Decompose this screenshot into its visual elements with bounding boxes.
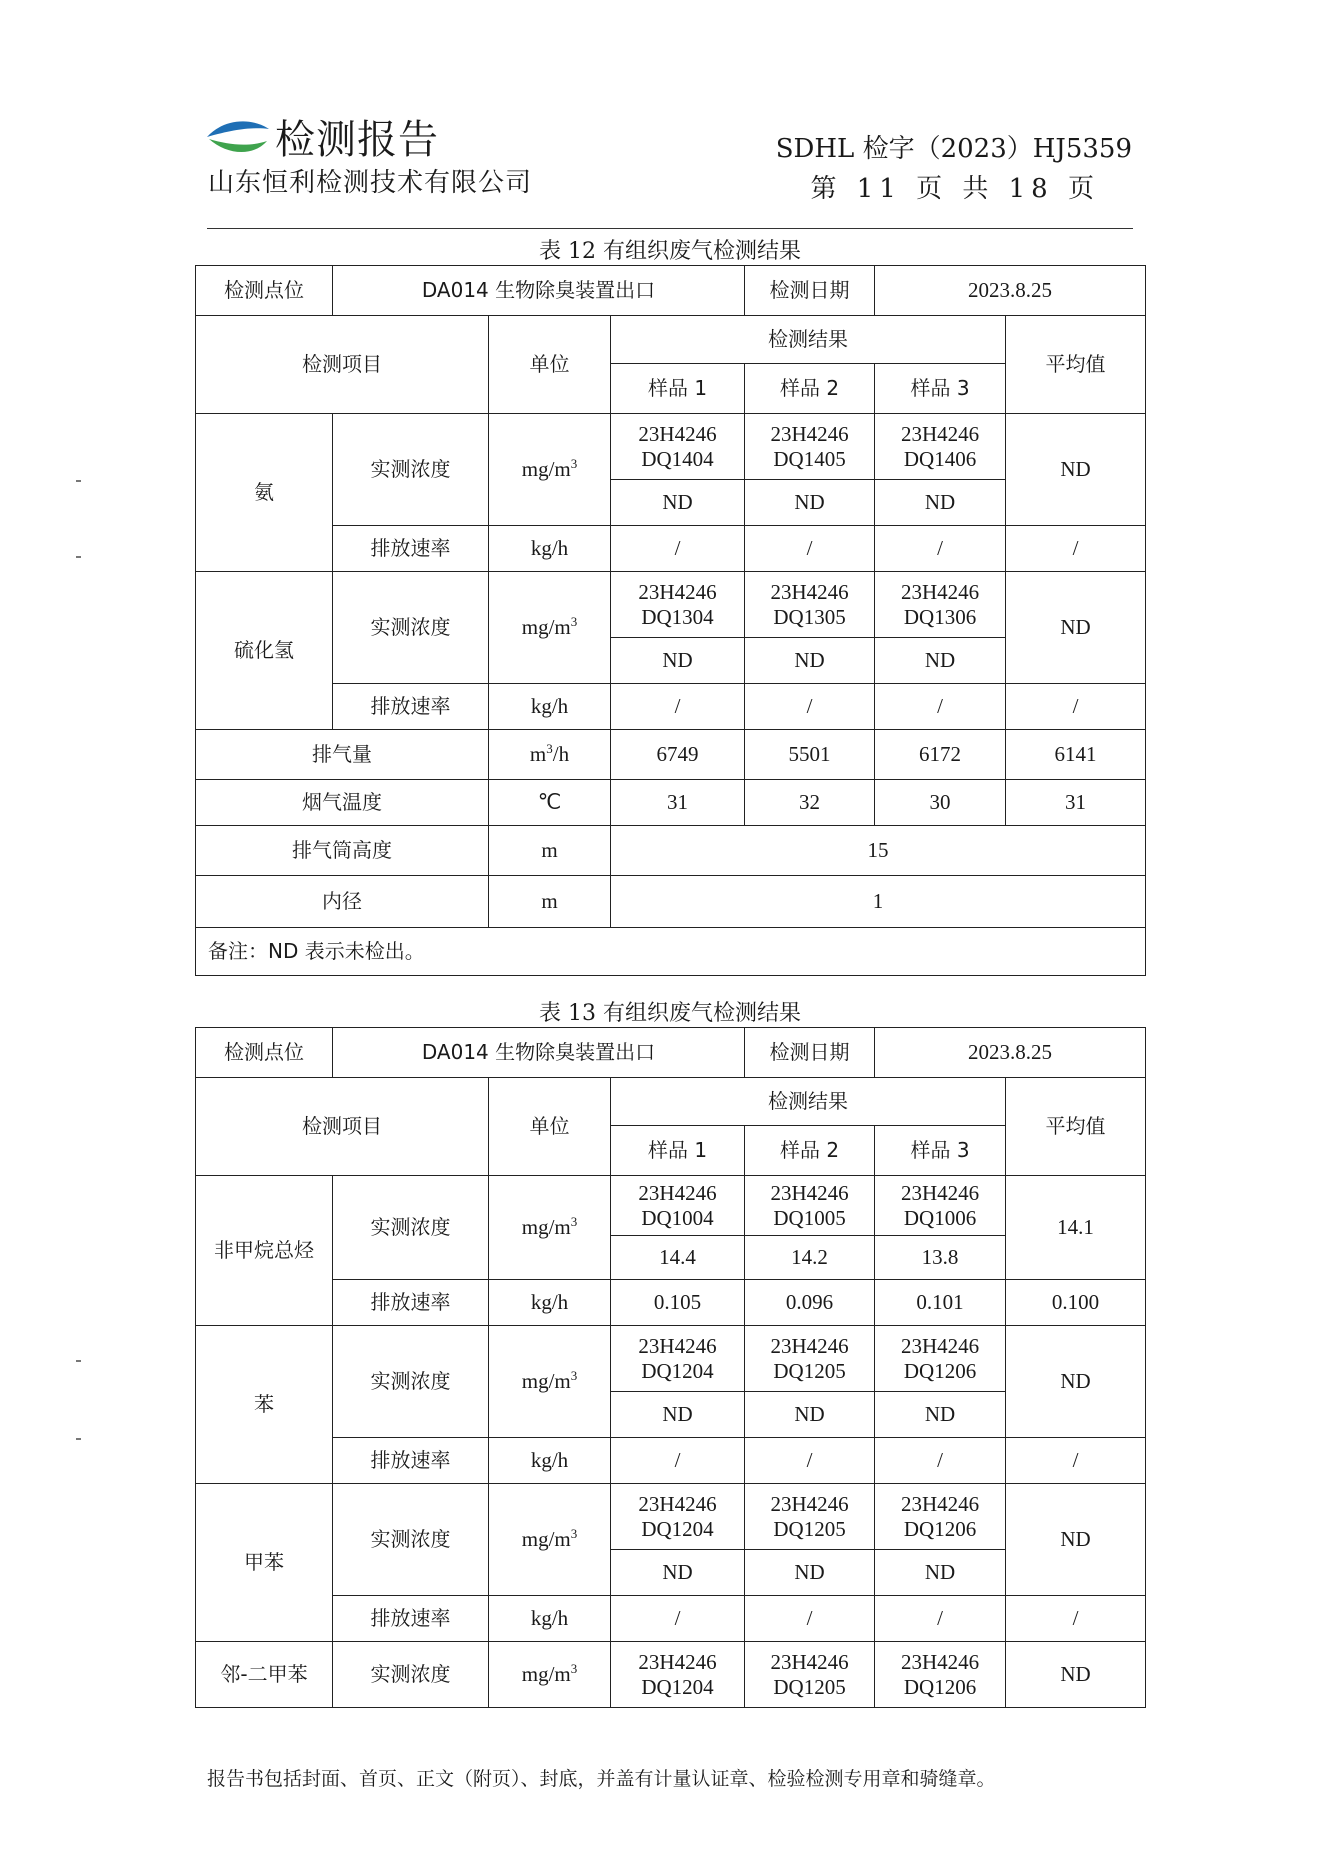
temp-row (196, 780, 1146, 826)
leaf-logo-icon (205, 115, 271, 159)
rate-value: / (745, 1596, 875, 1642)
pollutant-name: 苯 (196, 1326, 333, 1484)
stack-height-unit: m (489, 826, 611, 876)
emission-rate-label: 排放速率 (333, 526, 489, 572)
site-value: DA014 生物除臭装置出口 (333, 266, 745, 316)
pollutant-code-row (196, 1484, 1146, 1550)
conc-value: ND (875, 480, 1006, 526)
temp-value: 31 (611, 780, 745, 826)
inner-diameter-unit: m (489, 876, 611, 928)
conc-unit (489, 1326, 611, 1438)
table13-caption: 表 13 有组织废气检测结果 (539, 1001, 801, 1026)
inner-diameter-label: 内径 (196, 876, 489, 928)
rate-average: / (1006, 684, 1146, 730)
pollutant-code-row (196, 1176, 1146, 1236)
sample-code: 23H4246 DQ1006 (875, 1176, 1006, 1236)
table13-site-row (196, 1028, 1146, 1078)
temp-unit: ℃ (489, 780, 611, 826)
conc-average: ND (1006, 414, 1146, 526)
site-value: DA014 生物除臭装置出口 (333, 1028, 745, 1078)
unit-header: 单位 (489, 316, 611, 414)
remark-row (196, 928, 1146, 976)
conc-unit-text: mg/m (521, 1369, 571, 1394)
sample-code: 23H4246 DQ1306 (875, 572, 1006, 638)
pollutant-code-row (196, 572, 1146, 638)
item-header: 检测项目 (196, 1078, 489, 1176)
result-header: 检测结果 (611, 1078, 1006, 1126)
stack-height-label: 排气筒高度 (196, 826, 489, 876)
logo-title: 检测报告 (275, 117, 439, 163)
conc-value: 13.8 (875, 1236, 1006, 1280)
date-value: 2023.8.25 (875, 1028, 1146, 1078)
item-header: 检测项目 (196, 316, 489, 414)
stack-height-value: 15 (611, 826, 1146, 876)
rate-value: / (875, 1438, 1006, 1484)
conc-unit (489, 1484, 611, 1596)
scan-speck (76, 1438, 81, 1440)
footer-note: 报告书包括封面、首页、正文（附页）、封底，并盖有计量认证章、检验检测专用章和骑缝章。 (207, 1768, 996, 1790)
pollutant-name: 氨 (196, 414, 333, 572)
conc-unit (489, 1176, 611, 1280)
company-name: 山东恒利检测技术有限公司 (208, 168, 533, 198)
conc-average: ND (1006, 1484, 1146, 1596)
result-header: 检测结果 (611, 316, 1006, 364)
conc-average: ND (1006, 1642, 1146, 1708)
emission-rate-label: 排放速率 (333, 1438, 489, 1484)
rate-value: / (611, 1596, 745, 1642)
conc-unit-text: mg/m (521, 615, 571, 640)
conc-unit-exponent: 3 (570, 456, 578, 472)
scan-speck (76, 480, 81, 482)
conc-value: ND (745, 1392, 875, 1438)
flow-value: 5501 (745, 730, 875, 780)
rate-value: / (875, 1596, 1006, 1642)
sample-code: 23H4246 DQ1206 (875, 1642, 1006, 1708)
table12-site-row (196, 266, 1146, 316)
page-indicator: 第 11 页 共 18 页 (810, 174, 1100, 204)
rate-value: 0.096 (745, 1280, 875, 1326)
conc-value: 14.2 (745, 1236, 875, 1280)
rate-unit: kg/h (489, 684, 611, 730)
date-label: 检测日期 (745, 266, 875, 316)
measured-conc-label: 实测浓度 (333, 572, 489, 684)
pollutant-code-row (196, 414, 1146, 480)
sample-code: 23H4246 DQ1205 (745, 1326, 875, 1392)
conc-unit (489, 572, 611, 684)
pollutant-name: 硫化氢 (196, 572, 333, 730)
sample-code: 23H4246 DQ1206 (875, 1484, 1006, 1550)
conc-unit-text: mg/m (521, 1662, 571, 1687)
sample2-header: 样品 2 (745, 1126, 875, 1176)
sample1-header: 样品 1 (611, 364, 745, 414)
conc-average: ND (1006, 1326, 1146, 1438)
sample3-header: 样品 3 (875, 364, 1006, 414)
rate-unit: kg/h (489, 1596, 611, 1642)
average-header: 平均值 (1006, 1078, 1146, 1176)
table13 (195, 1027, 1146, 1708)
report-number: SDHL 检字（2023）HJ5359 (775, 134, 1132, 164)
conc-value: ND (611, 480, 745, 526)
header-divider (207, 228, 1133, 229)
pollutant-rate-row (196, 1280, 1146, 1326)
conc-value: ND (875, 1392, 1006, 1438)
temp-value: 32 (745, 780, 875, 826)
sample-code: 23H4246 DQ1204 (611, 1642, 745, 1708)
sample-code: 23H4246 DQ1405 (745, 414, 875, 480)
rate-value: / (745, 684, 875, 730)
table12-header-row (196, 316, 1146, 364)
rate-unit: kg/h (489, 1280, 611, 1326)
flow-average: 6141 (1006, 730, 1146, 780)
conc-unit-text: mg/m (521, 457, 571, 482)
rate-value: 0.105 (611, 1280, 745, 1326)
pollutant-code-row (196, 1642, 1146, 1708)
conc-value: ND (611, 638, 745, 684)
measured-conc-label: 实测浓度 (333, 414, 489, 526)
remark-text: 备注：ND 表示未检出。 (196, 928, 1146, 976)
conc-unit-exponent: 3 (570, 1526, 578, 1542)
scan-speck (76, 556, 81, 558)
temp-value: 30 (875, 780, 1006, 826)
sample-code: 23H4246 DQ1205 (745, 1642, 875, 1708)
flow-unit: $m^3/h$ (489, 730, 611, 780)
company-logo (205, 108, 439, 165)
site-label: 检测点位 (196, 1028, 333, 1078)
rate-value: / (745, 1438, 875, 1484)
conc-value: ND (611, 1550, 745, 1596)
conc-unit (489, 1642, 611, 1708)
rate-unit: kg/h (489, 1438, 611, 1484)
emission-rate-label: 排放速率 (333, 1596, 489, 1642)
sample-code: 23H4246 DQ1004 (611, 1176, 745, 1236)
pollutant-name: 邻-二甲苯 (196, 1642, 333, 1708)
conc-unit-exponent: 3 (570, 614, 578, 630)
date-value: 2023.8.25 (875, 266, 1146, 316)
unit-header: 单位 (489, 1078, 611, 1176)
report-header (0, 0, 1323, 240)
rate-average: 0.100 (1006, 1280, 1146, 1326)
table12-caption: 表 12 有组织废气检测结果 (539, 239, 801, 264)
sample-code: 23H4246 DQ1305 (745, 572, 875, 638)
conc-value: ND (611, 1392, 745, 1438)
flow-value: 6749 (611, 730, 745, 780)
sample-code: 23H4246 DQ1205 (745, 1484, 875, 1550)
rate-value: / (611, 526, 745, 572)
rate-unit: kg/h (489, 526, 611, 572)
measured-conc-label: 实测浓度 (333, 1176, 489, 1280)
sample-code: 23H4246 DQ1406 (875, 414, 1006, 480)
flow-row (196, 730, 1146, 780)
sample2-header: 样品 2 (745, 364, 875, 414)
measured-conc-label: 实测浓度 (333, 1642, 489, 1708)
rate-value: 0.101 (875, 1280, 1006, 1326)
conc-average: 14.1 (1006, 1176, 1146, 1280)
pollutant-rate-row (196, 684, 1146, 730)
conc-value: ND (745, 1550, 875, 1596)
rate-average: / (1006, 526, 1146, 572)
conc-value: ND (875, 638, 1006, 684)
average-header: 平均值 (1006, 316, 1146, 414)
pollutant-rate-row (196, 1596, 1146, 1642)
conc-value: ND (875, 1550, 1006, 1596)
rate-value: / (611, 684, 745, 730)
rate-value: / (611, 1438, 745, 1484)
conc-unit-text: mg/m (521, 1215, 571, 1240)
table13-header-row (196, 1078, 1146, 1126)
rate-average: / (1006, 1596, 1146, 1642)
emission-rate-label: 排放速率 (333, 1280, 489, 1326)
emission-rate-label: 排放速率 (333, 684, 489, 730)
sample-code: 23H4246 DQ1204 (611, 1484, 745, 1550)
conc-unit-exponent: 3 (570, 1214, 578, 1230)
inner-diameter-value: 1 (611, 876, 1146, 928)
table12 (195, 265, 1146, 976)
sample-code: 23H4246 DQ1304 (611, 572, 745, 638)
sample-code: 23H4246 DQ1005 (745, 1176, 875, 1236)
rate-value: / (875, 684, 1006, 730)
rate-average: / (1006, 1438, 1146, 1484)
pollutant-code-row (196, 1326, 1146, 1392)
conc-unit (489, 414, 611, 526)
site-label: 检测点位 (196, 266, 333, 316)
conc-unit-text: mg/m (521, 1527, 571, 1552)
conc-value: ND (745, 480, 875, 526)
sample1-header: 样品 1 (611, 1126, 745, 1176)
scan-speck (76, 1360, 81, 1362)
measured-conc-label: 实测浓度 (333, 1326, 489, 1438)
pollutant-rate-row (196, 1438, 1146, 1484)
sample3-header: 样品 3 (875, 1126, 1006, 1176)
flow-label: 排气量 (196, 730, 489, 780)
sample-code: 23H4246 DQ1206 (875, 1326, 1006, 1392)
inner-diameter-row (196, 876, 1146, 928)
conc-value: ND (745, 638, 875, 684)
conc-value: 14.4 (611, 1236, 745, 1280)
conc-unit-exponent: 3 (570, 1368, 578, 1384)
pollutant-name: 甲苯 (196, 1484, 333, 1642)
sample-code: 23H4246 DQ1204 (611, 1326, 745, 1392)
pollutant-name: 非甲烷总烃 (196, 1176, 333, 1326)
sample-code: 23H4246 DQ1404 (611, 414, 745, 480)
date-label: 检测日期 (745, 1028, 875, 1078)
rate-value: / (875, 526, 1006, 572)
temp-average: 31 (1006, 780, 1146, 826)
flow-value: 6172 (875, 730, 1006, 780)
measured-conc-label: 实测浓度 (333, 1484, 489, 1596)
pollutant-rate-row (196, 526, 1146, 572)
rate-value: / (745, 526, 875, 572)
conc-unit-exponent: 3 (570, 1661, 578, 1677)
stack-height-row (196, 826, 1146, 876)
temp-label: 烟气温度 (196, 780, 489, 826)
conc-average: ND (1006, 572, 1146, 684)
